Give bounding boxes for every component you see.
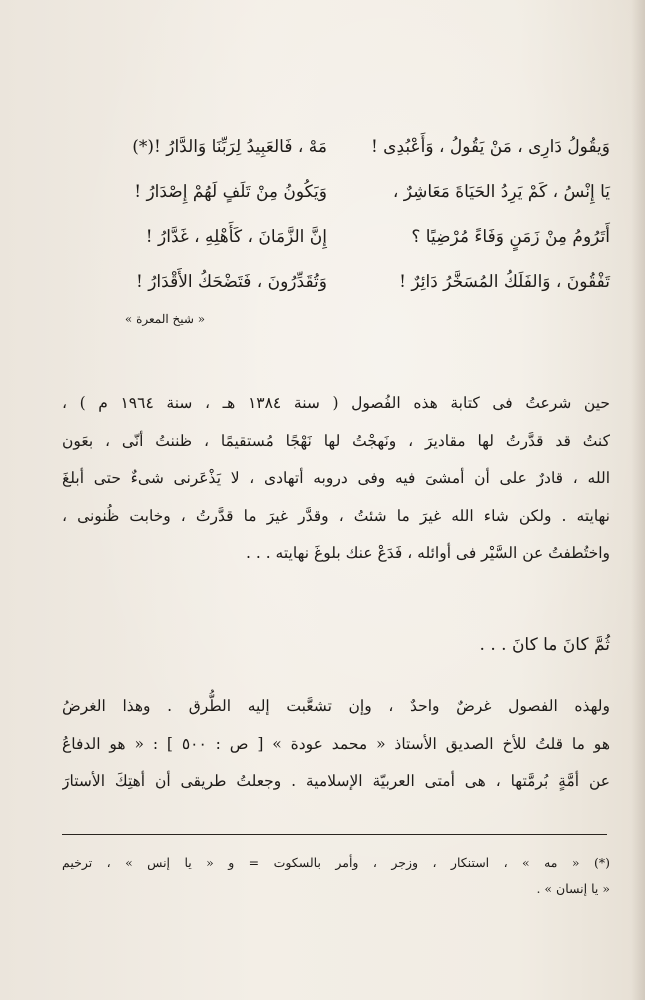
verse-first-hemistich: أَتَرُومُ مِنْ زَمَنٍ وَفَاءً مُرْضِيًا ؟ bbox=[411, 227, 610, 247]
page-gutter-shadow bbox=[631, 0, 645, 1000]
verse-first-hemistich: يَا إِنْسُ ، كَمْ يَرِدُ الحَيَاةَ مَعَاشِرٌ ، bbox=[392, 182, 610, 202]
poem-verse bbox=[62, 260, 610, 305]
section-line: ثُمَّ كانَ ما كانَ . . . bbox=[479, 635, 610, 655]
paragraph-1 bbox=[62, 385, 610, 573]
text-line: ولهذه الفصول غرضٌ واحدٌ ، وإن تشعَّبت إليه الطُّرق . وهذا الغرضُ bbox=[62, 697, 610, 715]
footnote bbox=[62, 850, 610, 902]
poem-verse bbox=[62, 170, 610, 215]
text-line: نهايته . ولكن شاء الله غيرَ ما شئتُ ، وقدَّر غيرَ ما قدَّرتُ ، وخابت ظُنونى ، bbox=[62, 506, 610, 525]
footnote-line: « يا إنسان » . bbox=[536, 881, 610, 896]
poem-verse bbox=[62, 215, 610, 260]
text-line: واختُطفتُ عن السَّيْر فى أوائله ، فَدَعْ عنك بلوغَ نهايته . . . bbox=[245, 544, 610, 562]
poem-verse bbox=[62, 125, 610, 170]
text-line: هو ما قلتُ للأخ الصديق الأستاذ « محمد عودة » [ ص : ٥٠٠ ] : « هو الدفاعُ bbox=[62, 734, 610, 753]
text-line: كنتُ قد قدَّرتُ لها مقاديرَ ، ونَهجْتُ لها نَهْجًا مُستقيمًا ، ظننتُ أنّى ، بعَون bbox=[62, 431, 610, 450]
footnote-divider bbox=[62, 834, 607, 835]
text-line: عن أمَّةٍ بُرمَّتها ، هى أمتى العربيّة الإسلامية . وجعلتُ طريقى أن أهتِكَ الأستارَ bbox=[62, 772, 610, 790]
verse-first-hemistich: وَيقُولُ دَارِى ، مَنْ يَقُولُ ، وَأَعْبُدِى ! bbox=[370, 137, 610, 157]
verse-second-hemistich: إِنَّ الزَّمَانَ ، كَأَهْلِهِ ، غَدَّارُ ! bbox=[145, 227, 327, 247]
verse-second-hemistich: وَيَكُونُ مِنْ تَلَفٍ لَهُمْ إِصْدَارُ ! bbox=[134, 182, 327, 202]
poem-attribution: « شيخ المعرة » bbox=[124, 312, 206, 326]
footnote-line: (*) « مه » ، استنكار ، وزجر ، وأمر بالسكوت = و « يا إنس » ، ترخيم bbox=[62, 855, 610, 870]
text-line: الله ، قادرٌ على أن أمشىَ فيه وفى دروبه أتهادى ، لا يَذْعَرنى شىءٌ حتى أبلغَ bbox=[62, 469, 610, 487]
paragraph-2 bbox=[62, 688, 610, 801]
poem-epigraph bbox=[62, 125, 610, 305]
text-line: حين شرعتُ فى كتابة هذه الفُصول ( سنة ١٣٨٤ هـ ، سنة ١٩٦٤ م ) ، bbox=[62, 394, 610, 412]
verse-second-hemistich: وَتُقَدِّرُونَ ، فَتَضْحَكُ الأَقْدَارُ ! bbox=[135, 272, 327, 292]
verse-second-hemistich: مَهْ ، فَالعَبِيدُ لِرَبِّنَا وَالدَّارُ !(*) bbox=[132, 137, 327, 157]
verse-first-hemistich: تَفْقُونَ ، وَالفَلَكُ المُسَخَّرُ دَائِرٌ ! bbox=[399, 272, 610, 292]
